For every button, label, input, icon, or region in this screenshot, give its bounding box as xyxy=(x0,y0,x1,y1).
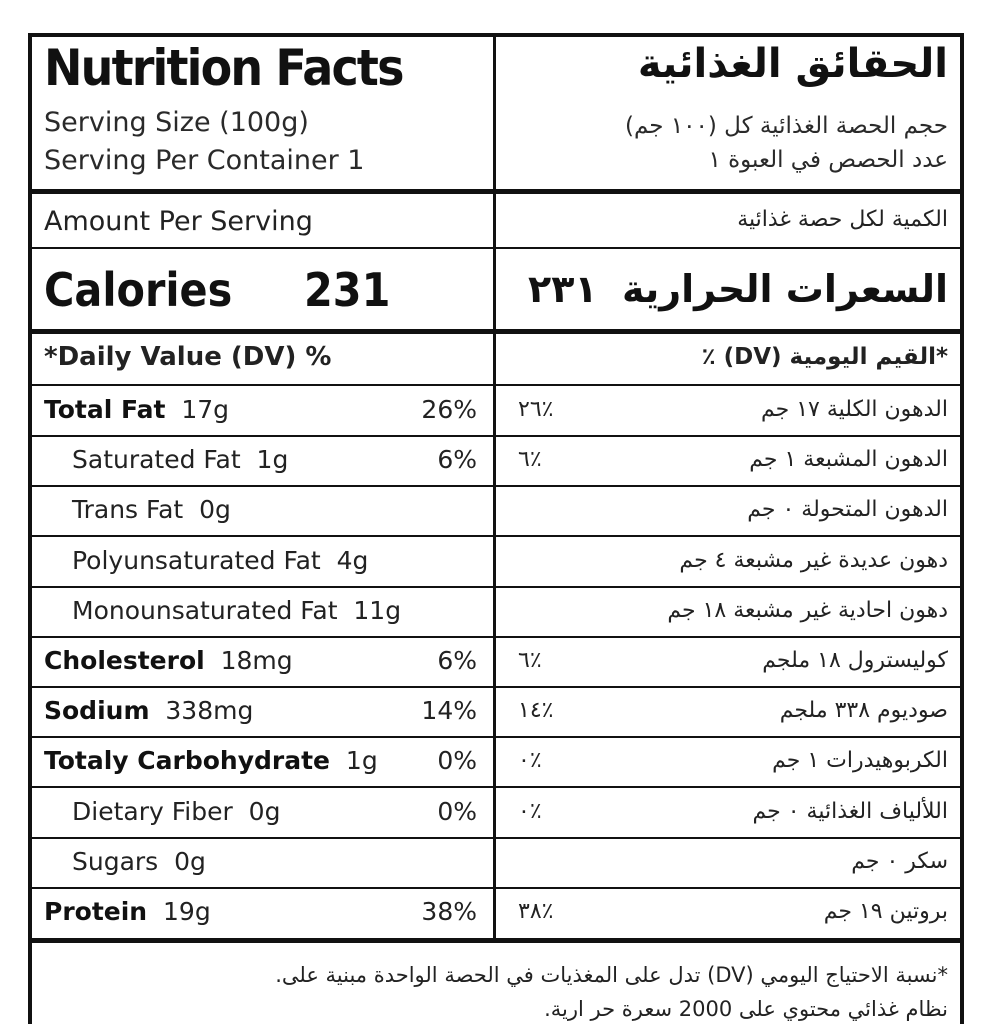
nutrient-label-en xyxy=(44,696,253,725)
nutrient-label-en xyxy=(44,646,293,675)
nutrient-label-en xyxy=(72,546,368,575)
nutrient-label-ar: سكر ٠ جم xyxy=(851,849,948,874)
nutrient-label-en xyxy=(72,797,280,826)
title-ar: الحقائق الغذائية xyxy=(637,41,948,87)
nutrient-row xyxy=(32,436,960,486)
nutrient-pct-en: 38% xyxy=(421,897,477,926)
nutrient-row xyxy=(32,737,960,787)
nutrient-amount-en: 17g xyxy=(181,395,230,424)
nutrient-label-en xyxy=(44,746,378,775)
daily-value-row xyxy=(32,334,960,384)
nutrient-amount-en: 0g xyxy=(174,847,206,876)
nutrition-label xyxy=(28,33,964,1024)
calories-value-en: 231 xyxy=(304,263,391,317)
nutrient-pct-ar: ٪٦ xyxy=(518,648,542,673)
nutrient-label-ar: صوديوم ٣٣٨ ملجم xyxy=(779,698,948,723)
nutrient-pct-ar: ٪٠ xyxy=(518,748,542,773)
nutrient-label-ar: الدهون الكلية ١٧ جم xyxy=(760,397,948,422)
nutrient-label-en xyxy=(72,847,206,876)
column-divider xyxy=(493,37,496,938)
nutrient-row xyxy=(32,838,960,888)
nutrient-name-en: Totaly Carbohydrate xyxy=(44,746,331,775)
nutrient-amount-en: 338mg xyxy=(165,696,254,725)
nutrient-row xyxy=(32,486,960,536)
title-en: Nutrition Facts xyxy=(44,39,403,97)
nutrient-name-en: Sodium xyxy=(44,696,150,725)
nutrient-pct-ar: ٪٦ xyxy=(518,447,542,472)
nutrient-name-en: Trans Fat xyxy=(72,495,184,524)
nutrient-label-ar: بروتين ١٩ جم xyxy=(823,899,948,924)
nutrient-label-ar: دهون عديدة غير مشبعة ٤ جم xyxy=(679,548,948,573)
amount-label-en: Amount Per Serving xyxy=(44,206,313,237)
nutrient-pct-en: 6% xyxy=(437,445,477,474)
nutrient-amount-en: 0g xyxy=(248,797,281,826)
nutrient-row xyxy=(32,587,960,637)
nutrient-name-en: Protein xyxy=(44,897,148,926)
nutrient-name-en: Sugars xyxy=(72,847,159,876)
nutrient-name-en: Saturated Fat xyxy=(72,445,241,474)
calories-value-ar: ٢٣١ xyxy=(528,267,598,311)
footnote xyxy=(32,945,960,1024)
nutrient-amount-en: 1g xyxy=(345,746,378,775)
nutrient-amount-en: 18mg xyxy=(220,646,293,675)
daily-value-label-ar: *القيم اليومية (DV) ٪ xyxy=(701,344,948,370)
amount-label-ar: الكمية لكل حصة غذائية xyxy=(737,207,948,232)
nutrient-row xyxy=(32,888,960,938)
nutrient-amount-en: 19g xyxy=(163,897,211,926)
nutrient-row xyxy=(32,537,960,587)
calories-label-en: Calories xyxy=(44,263,233,317)
nutrient-pct-ar: ٪٢٦ xyxy=(518,397,554,422)
header-row xyxy=(32,37,960,189)
nutrient-label-ar: الدهون المشبعة ١ جم xyxy=(749,447,948,472)
nutrient-pct-en: 14% xyxy=(421,696,477,725)
serving-per-container-en: Serving Per Container 1 xyxy=(44,145,365,176)
nutrient-label-ar: كوليسترول ١٨ ملجم xyxy=(762,648,948,673)
amount-row xyxy=(32,194,960,247)
nutrient-row xyxy=(32,788,960,838)
nutrient-amount-en: 4g xyxy=(336,546,369,575)
nutrient-pct-ar: ٪٣٨ xyxy=(518,899,554,924)
nutrient-label-en xyxy=(44,897,211,926)
nutrient-pct-en: 6% xyxy=(437,646,477,675)
nutrient-pct-en: 26% xyxy=(421,395,477,424)
nutrient-label-ar: الدهون المتحولة ٠ جم xyxy=(747,497,948,522)
nutrient-name-en: Cholesterol xyxy=(44,646,205,675)
nutrient-label-ar: دهون احادية غير مشبعة ١٨ جم xyxy=(667,598,948,623)
serving-size-ar: حجم الحصة الغذائية كل (١٠٠ جم) xyxy=(625,113,948,139)
nutrient-row xyxy=(32,386,960,436)
nutrient-pct-ar: ٪٠ xyxy=(518,799,542,824)
nutrient-pct-en: 0% xyxy=(437,797,477,826)
nutrient-amount-en: 0g xyxy=(199,495,231,524)
calories-row xyxy=(32,249,960,329)
nutrient-amount-en: 11g xyxy=(353,596,402,625)
divider-thick xyxy=(32,938,960,943)
nutrient-label-en xyxy=(44,395,229,424)
nutrient-name-en: Monounsaturated Fat xyxy=(72,596,338,625)
footnote-line-2: نظام غذائي محتوي على 2000 سعرة حر ارية. xyxy=(544,997,948,1021)
nutrient-name-en: Dietary Fiber xyxy=(72,797,233,826)
nutrient-row xyxy=(32,637,960,687)
nutrient-label-ar: اللألياف الغذائية ٠ جم xyxy=(752,799,948,824)
nutrient-pct-ar: ٪١٤ xyxy=(518,698,554,723)
nutrient-label-en xyxy=(72,445,288,474)
calories-label-ar: السعرات الحرارية xyxy=(621,267,948,311)
nutrient-row xyxy=(32,687,960,737)
nutrient-label-en xyxy=(72,495,231,524)
nutrient-amount-en: 1g xyxy=(256,445,289,474)
footnote-line-1: *نسبة الاحتياج اليومي (DV) تدل على المغذيات في الحصة الواحدة مبنية على. xyxy=(275,963,948,987)
nutrient-label-en xyxy=(72,596,401,625)
nutrient-name-en: Polyunsaturated Fat xyxy=(72,546,321,575)
nutrient-name-en: Total Fat xyxy=(44,395,166,424)
serving-per-container-ar: عدد الحصص في العبوة ١ xyxy=(708,147,948,173)
nutrient-pct-en: 0% xyxy=(437,746,477,775)
serving-size-en: Serving Size (100g) xyxy=(44,107,309,138)
nutrient-label-ar: الكربوهيدرات ١ جم xyxy=(772,748,948,773)
daily-value-label-en: *Daily Value (DV) % xyxy=(44,342,332,372)
